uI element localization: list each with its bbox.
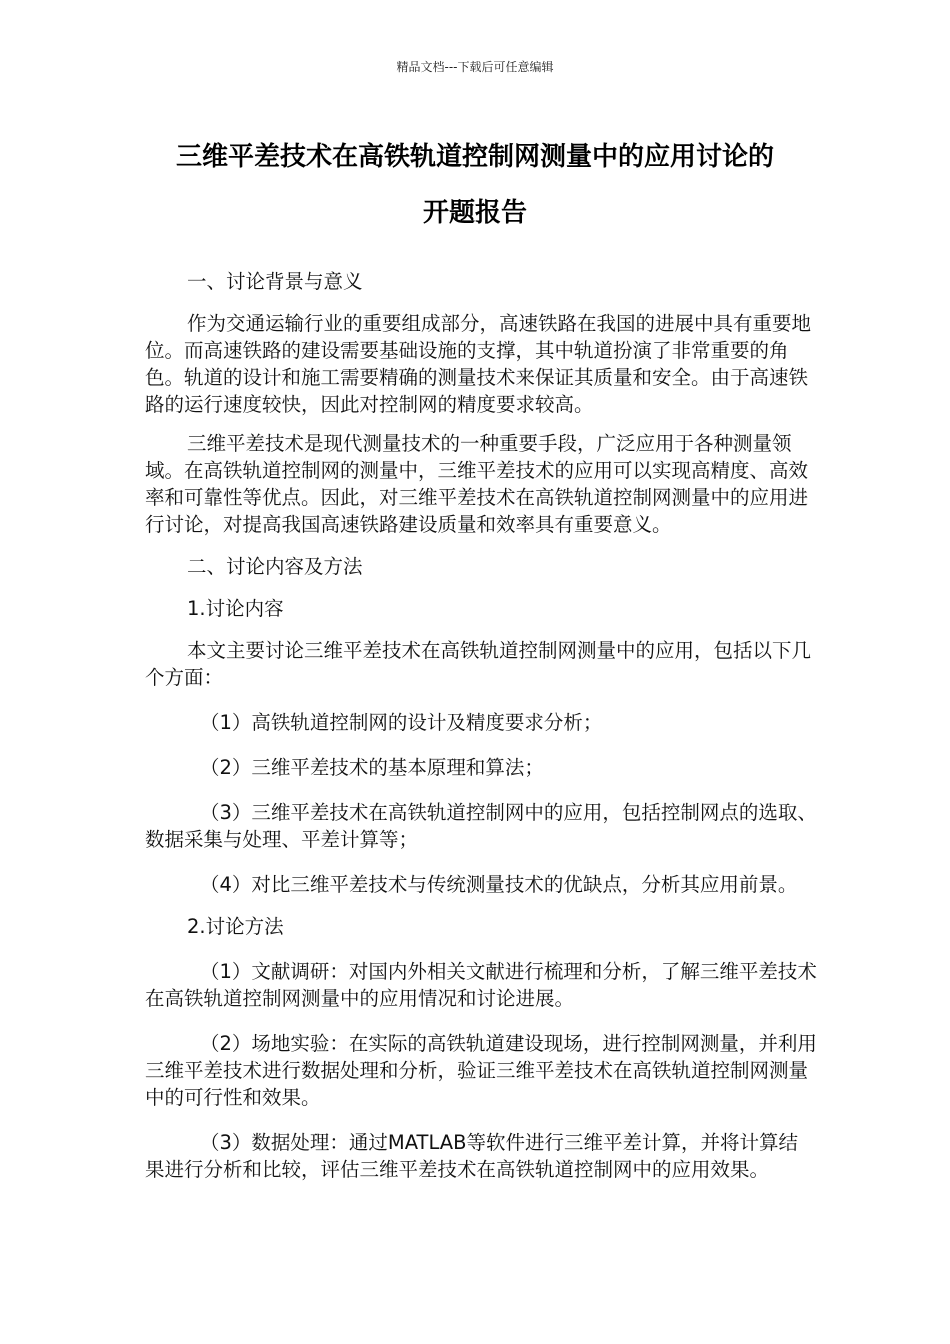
subheading-method: 2.讨论方法 bbox=[187, 915, 284, 938]
document-title-line-1: 三维平差技术在高铁轨道控制网测量中的应用讨论的 bbox=[175, 142, 774, 172]
section-heading-content-method: 二、讨论内容及方法 bbox=[187, 555, 363, 578]
paragraph-background-1: 作为交通运输行业的重要组成部分，高速铁路在我国的进展中具有重要地位。而高速铁路的建设需要基础设施的支撑，其中轨道扮演了非常重要的角色。轨道的设计和施工需要精确的测量技术来保证其质量和安全。由于高速铁路的运行速度较快，因此对控制网的精度要求较高。 bbox=[145, 312, 812, 416]
method-list-item: （2）场地实验：在实际的高铁轨道建设现场，进行控制网测量，并利用三维平差技术进行数据处理和分析，验证三维平差技术在高铁轨道控制网测量中的可行性和效果。 bbox=[145, 1032, 817, 1109]
content-list-item: （3）三维平差技术在高铁轨道控制网中的应用，包括控制网点的选取、数据采集与处理、平差计算等； bbox=[145, 801, 817, 851]
page-header: 精品文档---下载后可任意编辑 bbox=[396, 60, 554, 74]
content-list-item: （1）高铁轨道控制网的设计及精度要求分析； bbox=[200, 711, 603, 734]
paragraph-background-2: 三维平差技术是现代测量技术的一种重要手段，广泛应用于各种测量领域。在高铁轨道控制网的测量中，三维平差技术的应用可以实现高精度、高效率和可靠性等优点。因此，对三维平差技术在高铁轨道控制网测量中的应用进行讨论，对提高我国高速铁路建设质量和效率具有重要意义。 bbox=[145, 432, 809, 536]
section-heading-background: 一、讨论背景与意义 bbox=[187, 270, 363, 293]
document-title-line-2: 开题报告 bbox=[422, 198, 527, 228]
method-list-item: （1）文献调研：对国内外相关文献进行梳理和分析，了解三维平差技术在高铁轨道控制网测量中的应用情况和讨论进展。 bbox=[145, 960, 817, 1010]
content-list-item: （2）三维平差技术的基本原理和算法； bbox=[200, 756, 544, 779]
method-list-item: （3）数据处理：通过MATLAB等软件进行三维平差计算，并将计算结果进行分析和比较，评估三维平差技术在高铁轨道控制网中的应用效果。 bbox=[145, 1131, 798, 1181]
document-body bbox=[145, 268, 817, 1183]
paragraph-content-intro: 本文主要讨论三维平差技术在高铁轨道控制网测量中的应用，包括以下几个方面： bbox=[145, 639, 812, 689]
subheading-content: 1.讨论内容 bbox=[187, 597, 284, 620]
content-list-item: （4）对比三维平差技术与传统测量技术的优缺点，分析其应用前景。 bbox=[200, 873, 798, 896]
